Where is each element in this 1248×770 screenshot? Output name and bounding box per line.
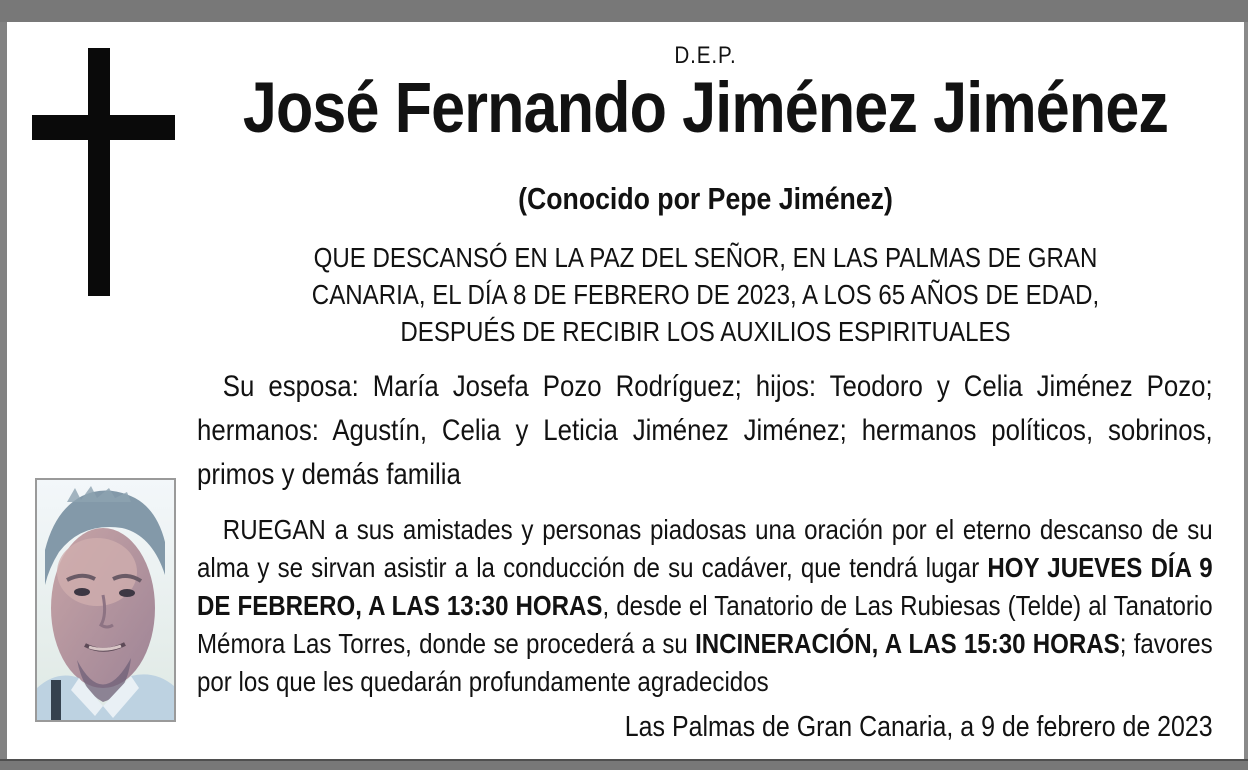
cross-icon-horizontal-bar [32, 115, 175, 140]
funeral-details-paragraph: RUEGAN a sus amistades y personas piadosas una oración por el eterno descanso de su alma y se sirvan asistir a la conducción de su cadáver, que tendrá lugar HOY JUEVES DÍA 9 DE FEBRERO, A LAS 13:30 HORAS, desde el Tanatorio de Las Rubiesas (Telde) al Tanatorio Mémora Las Torres, donde se procederá a su INCINERACIÓN, A LAS 15:30 HORAS; favores por los que les quedarán profundamente agradecidos [197, 514, 1213, 697]
death-notice-line: DESPUÉS DE RECIBIR LOS AUXILIOS ESPIRITUALES [400, 316, 1011, 347]
frame-border-top [0, 0, 1248, 22]
death-notice-line: CANARIA, EL DÍA 8 DE FEBRERO DE 2023, A LOS 65 AÑOS DE EDAD, [311, 279, 1100, 310]
deceased-name-title: José Fernando Jiménez Jiménez [242, 69, 1169, 148]
frame-border-bottom [0, 759, 1248, 770]
cross-icon-vertical-bar [88, 48, 110, 296]
death-notice [198, 239, 1214, 350]
dep-heading: D.E.P. [674, 42, 737, 69]
frame-border-right [1244, 22, 1248, 770]
portrait-illustration [37, 480, 174, 720]
deceased-portrait-photo [35, 478, 176, 722]
deceased-alias: (Conocido por Pepe Jiménez) [518, 181, 893, 216]
family-paragraph: Su esposa: María Josefa Pozo Rodríguez; hijos: Teodoro y Celia Jiménez Pozo; hermanos: Agustín, Celia y Leticia Jiménez Jiménez; hermanos políticos, sobrinos, primos y demás familia [197, 370, 1213, 491]
frame-border-left [0, 22, 7, 770]
place-date-line: Las Palmas de Gran Canaria, a 9 de febrero de 2023 [624, 711, 1213, 743]
death-notice-line: QUE DESCANSÓ EN LA PAZ DEL SEÑOR, EN LAS PALMAS DE GRAN [313, 242, 1098, 273]
